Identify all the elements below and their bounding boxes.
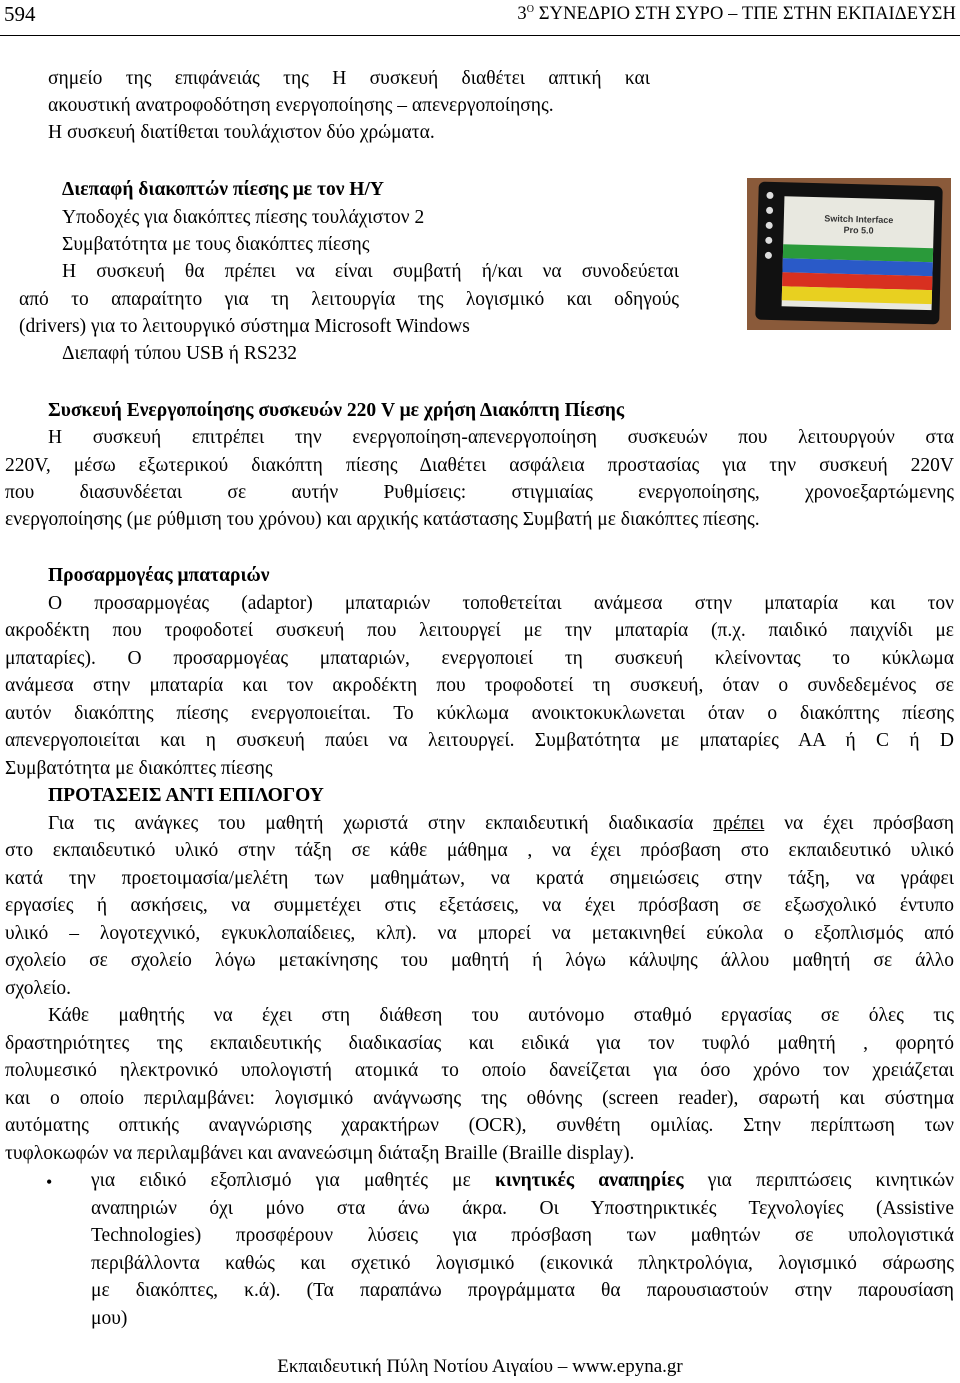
- switch-interface-photo: [747, 178, 951, 330]
- page-footer: Εκπαιδευτική Πύλη Νοτίου Αιγαίου – www.epyna.gr: [277, 1356, 683, 1377]
- text-line: μπαταρίες). Ο προσαρμογέας μπαταριών, ενεργοποιεί τη συσκευή κλείνοντας το κύκλωμα: [5, 648, 954, 669]
- page-header: [0, 0, 960, 36]
- text-run: να έχει πρόσβαση: [764, 813, 954, 834]
- running-title-sup: O: [526, 4, 535, 15]
- text-line: εργασίες ή ασκήσεις, να συμμετέχει στις εξετάσεις, να έχει πρόσβαση σε εξωσχολικό έντυπο: [5, 895, 954, 916]
- text-line: περιβάλλοντα καθώς και σχετικό λογισμικό (εικονικά πληκτρολόγια, λογισμικό σάρωσης: [91, 1253, 954, 1274]
- underlined-word: πρέπει: [713, 813, 765, 834]
- text-line: πολυμεσικό ηλεκτρονικό υπολογιστή ατομικά το οποίο δανείζεται για όσο χρόνο τον χρειάζεται: [5, 1060, 954, 1081]
- header-rule: [0, 35, 960, 36]
- text-line: και ο οποίο περιλαμβάνει: λογισμικό ανάγνωσης της οθόνης (screen reader), σαρωτή και σύστημα: [5, 1088, 954, 1109]
- text-line: αναπηριών όχι μόνο στα άνω άκρα. Οι Υποστηρικτικές Τεχνολογίες (Assistive: [91, 1198, 954, 1219]
- section-heading: ΠΡΟΤΑΣΕΙΣ ΑΝΤΙ ΕΠΙΛΟΓΟΥ: [48, 785, 324, 806]
- text-line: Η συσκευή επιτρέπει την ενεργοποίηση-απενεργοποίηση συσκευών που λειτουργούν στα: [48, 427, 954, 448]
- text-line: Ο προσαρμογέας (adaptor) μπαταριών τοποθετείται ανάμεσα στην μπαταρία και τον: [48, 593, 954, 614]
- page-number: 594: [4, 2, 36, 26]
- led-dots: [765, 192, 775, 267]
- running-title-num: 3: [517, 4, 527, 25]
- text-line: δραστηριότητες της εκπαιδευτικής διαδικασίας και ειδικά για τον τυφλό μαθητή , φορητό: [5, 1033, 954, 1054]
- text-line: Υποδοχές για διακόπτες πίεσης τουλάχιστον 2: [62, 207, 425, 228]
- text-line: ενεργοποίησης (με ρύθμιση του χρόνου) και αρχικής κατάστασης Συμβατή με διακόπτες πίεσης.: [5, 509, 760, 530]
- text-line: [48, 811, 954, 837]
- text-line: σχολείο σε σχολείο λόγω μετακίνησης του μαθητή ή λόγω κάλυψης άλλου μαθητή σε άλλο: [5, 950, 954, 971]
- text-line: ακροδέκτη που τροφοδοτεί συσκευή που λειτουργεί με την μπαταρία (π.χ. παιδικό παιχνίδι με: [5, 620, 954, 641]
- text-line: σχολείο.: [5, 978, 72, 999]
- bold-phrase: κινητικές αναπηρίες: [495, 1170, 684, 1191]
- running-title-text: ΣΥΝΕΔΡΙΟ ΣΤΗ ΣΥΡΟ – ΤΠΕ ΣΤΗΝ ΕΚΠΑΙΔΕΥΣΗ: [534, 4, 956, 25]
- text-run: για περιπτώσεις κινητικών: [683, 1170, 954, 1191]
- text-line: Συμβατότητα με διακόπτες πίεσης: [5, 758, 273, 779]
- text-line: [91, 1168, 954, 1194]
- text-run: για ειδικό εξοπλισμό για μαθητές με: [91, 1170, 496, 1191]
- text-line: Η συσκευή θα πρέπει να είναι συμβατή ή/και να συνοδεύεται: [62, 261, 679, 282]
- section-heading: Διεπαφή διακοπτών πίεσης με τον Η/Υ: [62, 179, 384, 200]
- section-heading: Προσαρμογέας μπαταριών: [48, 565, 270, 586]
- text-line: στο εκπαιδευτικό υλικό στην τάξη σε κάθε μάθημα , να έχει πρόσβαση στο εκπαιδευτικό υλικό: [5, 840, 954, 861]
- text-line: 220V, μέσω εξωτερικού διακόπτη πίεσης Διαθέτει ασφάλεια προστασίας για την συσκευή 220V: [5, 455, 954, 476]
- text-line: (drivers) για το λειτουργικό σύστημα Microsoft Windows: [19, 316, 470, 337]
- text-line: υλικό – λογοτεχνικό, εγκυκλοπαίδειες, κλπ). να μπορεί να μετακινηθεί εύκολα ο εξοπλισμός από: [5, 923, 954, 944]
- text-line: σημείο της επιφάνειάς της Η συσκευή διαθέτει απτική και: [48, 68, 650, 89]
- text-line: αυτόματης οπτικής αναγνώρισης χαρακτήρων (OCR), συνθέτη ομιλίας. Στην περίπτωση των: [5, 1115, 954, 1136]
- text-line: μου): [91, 1308, 128, 1329]
- text-line: ακουστική ανατροφοδότηση ενεργοποίησης – απενεργοποίησης.: [48, 95, 554, 116]
- yellow-stripe: [782, 286, 932, 304]
- text-line: από το απαραίτητο για τη λειτουργία της λογισμικό και οδηγούς: [19, 289, 679, 310]
- text-line: Συμβατότητα με τους διακόπτες πίεσης: [62, 234, 370, 255]
- text-line: τυφλοκωφών να περιλαμβάνει και ανανεώσιμη διάταξη Braille (Braille display).: [5, 1143, 635, 1164]
- text-line: Κάθε μαθητής να έχει στη διάθεση του αυτόνομο σταθμό εργασίας σε όλες τις: [48, 1005, 954, 1026]
- device-label-line2: Pro 5.0: [843, 224, 874, 236]
- device-label: [782, 196, 935, 310]
- text-line: που διασυνδέεται σε αυτήν Ρυθμίσεις: στιγμιαίας ενεργοποίησης, χρονοεξαρτώμενης: [5, 482, 954, 503]
- text-line: αυτόν διακόπτης πίεσης ενεργοποιείται. Το κύκλωμα ανοικτοκυκλωνεται όταν ο διακόπτης πίεσης: [5, 703, 954, 724]
- device-label-line1: Switch Interface: [824, 213, 894, 226]
- text-line: κατά την προετοιμασία/μελέτη των μαθημάτων, να κρατά σημειώσεις στην τάξη, να γράφει: [5, 868, 954, 889]
- text-run: Για τις ανάγκες του μαθητή χωριστά στην εκπαιδευτική διαδικασία: [48, 813, 714, 834]
- text-line: Technologies) προσφέρουν λύσεις για πρόσβαση των μαθητών σε υπολογιστικά: [91, 1225, 954, 1246]
- text-line: Διεπαφή τύπου USB ή RS232: [62, 343, 297, 364]
- text-line: απενεργοποιείται και η συσκευή παύει να λειτουργεί. Συμβατότητα με μπαταρίες ΑΑ ή C ή D: [5, 730, 954, 751]
- text-line: με διακόπτες, κ.ά). (Τα παραπάνω προγράμματα θα παρουσιαστούν στην παρουσίαση: [91, 1280, 954, 1301]
- device-box: [755, 182, 943, 325]
- text-line: Η συσκευή διατίθεται τουλάχιστον δύο χρώματα.: [48, 122, 435, 143]
- bullet-icon: •: [46, 1172, 53, 1192]
- running-title: [517, 4, 956, 25]
- section-heading: Συσκευή Ενεργοποίησης συσκευών 220 V με χρήση Διακόπτη Πίεσης: [48, 400, 625, 421]
- text-line: ανάμεσα στην μπαταρία και τον ακροδέκτη που τροφοδοτεί τη συσκευή, όταν ο συνδεδεμένος σε: [5, 675, 954, 696]
